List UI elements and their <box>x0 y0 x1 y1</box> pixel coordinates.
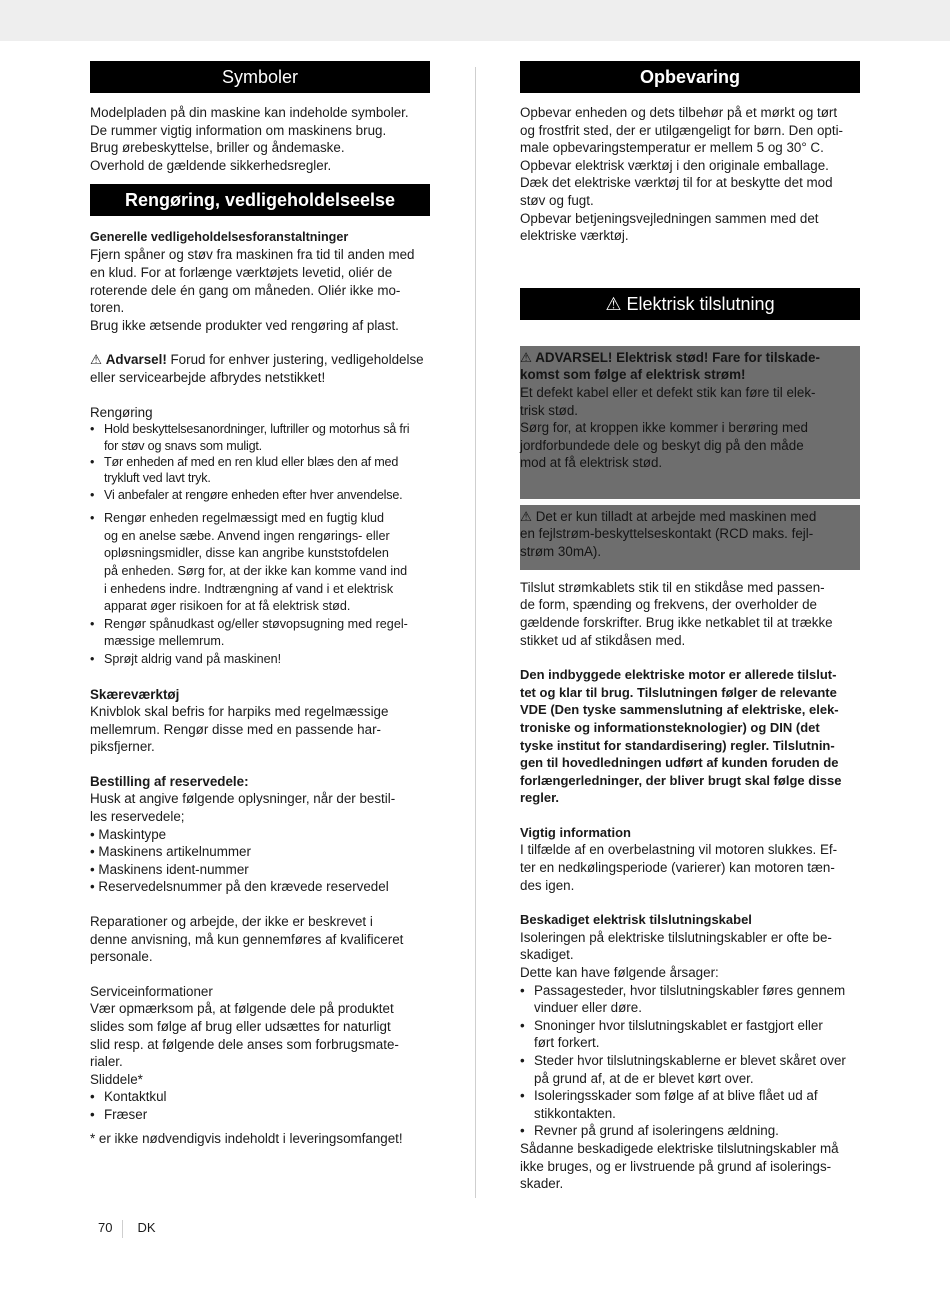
warning-icon: ⚠ <box>90 352 103 368</box>
line: Den indbyggede elektriske motor er allerede tilslut- <box>520 667 837 683</box>
line: ter en nedkølingsperiode (varierer) kan motoren tæn- <box>520 860 835 876</box>
line: • Steder hvor tilslutningskablerne er blevet skåret over <box>534 1053 846 1068</box>
opbevaring-text <box>520 104 860 245</box>
footer-separator <box>122 1220 123 1238</box>
line: Reparationer og arbejde, der ikke er beskrevet i <box>90 914 373 930</box>
line: • Maskinens artikelnummer <box>90 844 251 860</box>
line: denne anvisning, må kun gennemføres af kvalificeret <box>90 931 404 947</box>
opbevaring-heading: Opbevaring <box>520 61 860 93</box>
line: vinduer eller døre. <box>534 1000 642 1016</box>
list-item: • Fræser <box>90 1106 430 1124</box>
line: en fejlstrøm-beskyttelseskontakt (RCD maks. fejl- <box>520 526 814 542</box>
line: Sørg for, at kroppen ikke kommer i berøring med <box>520 420 809 436</box>
line: Isoleringen på elektriske tilslutningskabler er ofte be- <box>520 929 832 945</box>
line: • Revner på grund af isoleringens ældning. <box>534 1123 779 1139</box>
list-item <box>90 421 430 454</box>
list-item <box>90 616 430 651</box>
line: på grund af, at de er blevet kørt over. <box>534 1070 754 1086</box>
line: • Hold beskyttelsesanordninger, luftriller og motorhus så fri <box>104 422 410 437</box>
line: for støv og snavs som muligt. <box>104 438 262 453</box>
line: Serviceinformationer <box>90 983 213 999</box>
list-item <box>520 1052 860 1087</box>
line: Sådanne beskadigede elektriske tilslutningskabler må <box>520 1140 839 1156</box>
reparation-section <box>90 913 430 966</box>
line: eller servicearbejde afbrydes netstikket! <box>90 369 326 385</box>
rengoring-heading: Rengøring, vedligeholdelseelse <box>90 184 430 216</box>
right-column <box>520 61 860 1193</box>
line: Opbevar enheden og dets tilbehør på et mørkt og tørt <box>520 105 838 120</box>
line: • Rengør enheden regelmæssigt med en fugtig klud <box>104 511 385 526</box>
line: Knivblok skal befris for harpiks med regelmæssige <box>90 704 389 720</box>
line: • Maskintype <box>90 826 167 842</box>
line: toren. <box>90 300 125 316</box>
advarsel-text: Forud for enhver justering, vedligeholdelse <box>166 352 424 368</box>
line <box>90 351 430 369</box>
line: les reservedele; <box>90 809 185 825</box>
list-item <box>90 510 430 616</box>
advarsel-label: Advarsel! <box>105 352 167 368</box>
bestilling-heading: Bestilling af reservedele: <box>90 773 249 789</box>
line: personale. <box>90 949 153 965</box>
top-bar <box>0 0 950 41</box>
beskadiget-heading: Beskadiget elektrisk tilslutningskabel <box>520 912 752 928</box>
list-item <box>90 487 430 503</box>
line: piksfjerner. <box>90 739 155 755</box>
line: • Rengør spånudkast og/eller støvopsugning med regel- <box>104 616 408 631</box>
line: Sliddele* <box>90 1071 143 1087</box>
line: stikkontakten. <box>534 1105 616 1121</box>
line: roterende dele én gang om måneden. Oliér ikke mo- <box>90 282 401 298</box>
line: mod at få elektrisk stød. <box>520 455 663 471</box>
line: slides som følge af brug eller udsættes for naturligt <box>90 1019 391 1034</box>
line: rialer. <box>90 1054 123 1070</box>
line: ført forkert. <box>534 1035 600 1051</box>
line: • Snoninger hvor tilslutningskablet er fastgjort eller <box>534 1017 823 1033</box>
line: opløsningsmidler, disse kan angribe kunststofdelen <box>104 546 389 561</box>
line: elektriske værktøj. <box>520 228 629 244</box>
line: en klud. For at forlænge værktøjets levetid, oliér de <box>90 264 393 280</box>
symboler-text <box>90 104 430 174</box>
rengoring-list-b <box>90 510 430 668</box>
line: stikket ud af stikdåsen med. <box>520 632 686 648</box>
line: • Reservedelsnummer på den krævede reservedel <box>90 879 389 895</box>
line: på enheden. Sørg for, at der ikke kan komme vand ind <box>104 563 408 578</box>
line: i enhedens indre. Indtrængning af vand i et elektrisk <box>104 581 394 596</box>
line: Fjern spåner og støv fra maskinen fra tid til anden med <box>90 247 415 263</box>
line: Dette kan have følgende årsager: <box>520 965 719 981</box>
line: Brug ikke ætsende produkter ved rengøring af plast. <box>90 317 399 333</box>
rengoring-sub: Rengøring <box>90 404 153 420</box>
warning-box-shock <box>520 346 860 499</box>
line: tet og klar til brug. Tilslutningen følger de relevante <box>520 684 837 700</box>
line: De rummer vigtig information om maskinens brug. <box>90 122 387 138</box>
symboler-heading: Symboler <box>90 61 430 93</box>
list-item <box>520 982 860 1017</box>
list-item <box>520 1122 860 1140</box>
elektrisk-heading: ⚠ Elektrisk tilslutning <box>520 288 860 320</box>
closing-text <box>520 1140 860 1193</box>
line: forlængerledninger, der bliver brugt skal følge disse <box>520 772 842 788</box>
list-item <box>90 651 430 669</box>
line: • Maskinens ident-nummer <box>90 861 249 877</box>
line: Dæk det elektriske værktøj til for at beskytte det mod <box>520 175 833 191</box>
list-item <box>520 1017 860 1052</box>
advarsel-note <box>90 351 430 386</box>
skaere-section <box>90 686 430 756</box>
line: Brug ørebeskyttelse, briller og åndemaske. <box>90 140 345 156</box>
line: ⚠ ADVARSEL! Elektrisk stød! Fare for tilskade- <box>520 349 820 365</box>
line: slid resp. at følgende dele anses som forbrugsmate- <box>90 1036 399 1052</box>
page-number: 70 <box>98 1220 113 1235</box>
line: • Tør enheden af med en ren klud eller blæs den af med <box>104 454 399 469</box>
line: des igen. <box>520 877 575 893</box>
line: mellemrum. Rengør disse med en passende har- <box>90 721 381 737</box>
line: og frostfrit sted, der er utilgængeligt for børn. Den opti- <box>520 122 844 138</box>
service-section <box>90 983 430 1089</box>
line: • Isoleringsskader som følge af at blive flået ud af <box>534 1088 818 1104</box>
warning-box-rcd <box>520 505 860 570</box>
line: • Vi anbefaler at rengøre enheden efter hver anvendelse. <box>104 487 403 502</box>
line: jordforbundede dele og beskyt dig på den måde <box>520 437 804 453</box>
line: Modelpladen på din maskine kan indeholde symboler. <box>90 105 409 120</box>
vigtig-heading: Vigtig information <box>520 824 631 840</box>
line: regler. <box>520 790 560 806</box>
line: Opbevar elektrisk værktøj i den originale emballage. <box>520 157 829 173</box>
vde-text <box>520 666 860 807</box>
generelle-section <box>90 229 430 334</box>
line: Tilslut strømkablets stik til en stikdåse med passen- <box>520 579 825 595</box>
line: VDE (Den tyske sammenslutning af elektriske, elek- <box>520 702 839 718</box>
line: troniske og informationsteknologier) og DIN (det <box>520 719 820 735</box>
line: I tilfælde af en overbelastning vil motoren slukkes. Ef- <box>520 842 838 858</box>
column-divider <box>475 67 476 1198</box>
left-column <box>90 61 430 1147</box>
beskadiget-section <box>520 911 860 981</box>
generelle-heading: Generelle vedligeholdelsesforanstaltninger <box>90 230 349 245</box>
vigtig-section <box>520 824 860 894</box>
beskadiget-list <box>520 982 860 1140</box>
line: skader. <box>520 1176 564 1192</box>
line: • Passagesteder, hvor tilslutningskabler føres gennem <box>534 982 846 998</box>
page-footer <box>98 1219 156 1238</box>
list-item: • Kontaktkul <box>90 1088 430 1106</box>
list-item <box>90 454 430 487</box>
line: ⚠ Det er kun tilladt at arbejde med maskinen med <box>520 508 817 524</box>
line: mæssige mellemrum. <box>104 634 225 649</box>
rengoring-list-a <box>90 421 430 503</box>
footnote: * er ikke nødvendigvis indeholdt i leveringsomfanget! <box>90 1130 403 1146</box>
language-code: DK <box>137 1220 156 1235</box>
tilslut-text <box>520 579 860 649</box>
line: Et defekt kabel eller et defekt stik kan føre til elek- <box>520 384 816 400</box>
line: trisk stød. <box>520 402 579 418</box>
line: trykluft ved lavt tryk. <box>104 471 211 486</box>
line: male opbevaringstemperatur er mellem 5 og 30° C. <box>520 140 824 156</box>
line: Husk at angive følgende oplysninger, når der bestil- <box>90 791 396 807</box>
line: og en anelse sæbe. Anvend ingen rengørings- eller <box>104 528 390 543</box>
line: komst som følge af elektrisk strøm! <box>520 367 746 383</box>
skaere-heading: Skæreværktøj <box>90 686 180 702</box>
line: gældende forskrifter. Brug ikke netkablet til at trække <box>520 614 833 630</box>
line: støv og fugt. <box>520 192 594 208</box>
line: skadiget. <box>520 947 574 963</box>
line: gen til hovedledningen udført af kunden foruden de <box>520 755 839 771</box>
line: Opbevar betjeningsvejledningen sammen med det <box>520 210 819 226</box>
line: apparat øger risikoen for at få elektrisk stød. <box>104 599 351 614</box>
sliddele-list <box>90 1088 430 1123</box>
line: de form, spænding og frekvens, der overholder de <box>520 597 817 613</box>
line: strøm 30mA). <box>520 543 602 559</box>
line: Overhold de gældende sikkerhedsregler. <box>90 157 332 173</box>
line: tyske institut for standardisering) regler. Tilslutnin- <box>520 737 835 753</box>
line: ikke bruges, og er livstruende på grund af isolerings- <box>520 1158 832 1174</box>
bestilling-section <box>90 773 430 896</box>
line: • Sprøjt aldrig vand på maskinen! <box>104 651 282 666</box>
list-item <box>520 1087 860 1122</box>
line: Vær opmærksom på, at følgende dele på produktet <box>90 1001 394 1017</box>
